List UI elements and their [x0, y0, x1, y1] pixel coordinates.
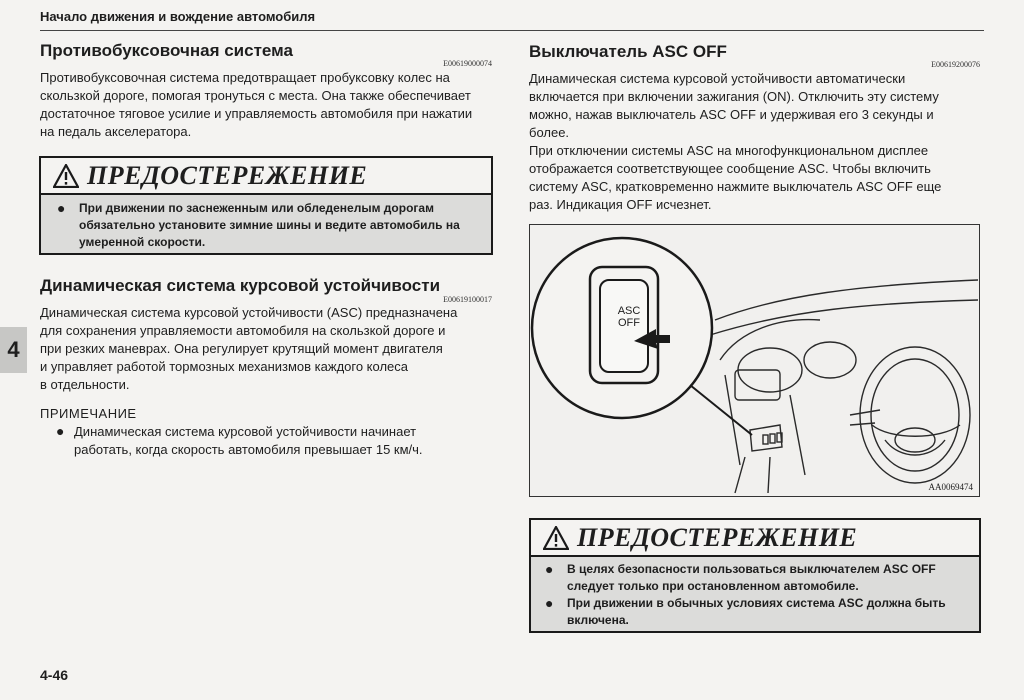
- note-body: [56, 423, 486, 459]
- text-line: систему ASC, кратковременно нажмите выключатель ASC OFF еще: [529, 179, 942, 194]
- figure-asc-off-location: [529, 224, 980, 497]
- text-line: в отдельности.: [40, 377, 130, 392]
- dashboard-illustration: [530, 225, 978, 495]
- text-line: Противобуксовочная система предотвращает пробуксовку колес на: [40, 70, 450, 85]
- warning-title: ПРЕДОСТЕРЕЖЕНИЕ: [577, 522, 858, 552]
- warning-triangle-icon: [53, 164, 79, 188]
- header-rule: [40, 30, 984, 31]
- warning-box-winter: [39, 156, 493, 255]
- section-code: E00619100017: [443, 295, 492, 304]
- bullet-icon: ●: [57, 200, 66, 216]
- warning-body: [41, 195, 491, 253]
- section-title-traction-control: Противобуксовочная система: [40, 41, 293, 60]
- chapter-tab: 4: [0, 327, 27, 373]
- bullet-icon: ●: [545, 561, 554, 577]
- bullet-icon: ●: [545, 595, 554, 611]
- text-line: обязательно установите зимние шины и ведите автомобиль на: [79, 218, 460, 232]
- text-line: умеренной скорости.: [79, 235, 206, 249]
- text-line: Динамическая система курсовой устойчивости начинает: [74, 424, 417, 439]
- asc-off-button-label: [615, 305, 643, 329]
- text-line: При отключении системы ASC на многофункциональном дисплее: [529, 143, 929, 158]
- button-label-line: OFF: [618, 317, 640, 329]
- section-code: E00619200076: [931, 60, 980, 69]
- text-line: включена.: [567, 613, 629, 627]
- text-line: для сохранения управляемости автомобиля на скользкой дороге и: [40, 323, 446, 338]
- text-line: раз. Индикация OFF исчезнет.: [529, 197, 712, 212]
- callout-leader-line: [690, 385, 752, 435]
- warning-body: [531, 557, 979, 631]
- warning-header: [531, 520, 979, 557]
- warning-item: [57, 200, 483, 251]
- text-line: При движении по заснеженным или обледенелым дорогам: [79, 201, 434, 215]
- text-line: При движении в обычных условиях система ASC должна быть: [567, 596, 946, 610]
- text-line: следует только при остановленном автомобиле.: [567, 579, 859, 593]
- text-line: скользкой дороге, помогая тронуться с места. Она также обеспечивает: [40, 88, 471, 103]
- bullet-icon: ●: [56, 423, 65, 439]
- section-code: E00619000074: [443, 59, 492, 68]
- text-line: работать, когда скорость автомобиля превышает 15 км/ч.: [74, 442, 423, 457]
- running-header: Начало движения и вождение автомобиля: [40, 9, 316, 24]
- section-title-asc-off-switch: Выключатель ASC OFF: [529, 42, 727, 61]
- dashboard-drawing: [710, 280, 978, 493]
- text-line: более.: [529, 125, 570, 140]
- page-number: 4-46: [40, 667, 69, 683]
- section-body-asc: [40, 304, 500, 394]
- section-title-asc: Динамическая система курсовой устойчивости: [40, 276, 441, 295]
- warning-triangle-icon: [543, 526, 569, 550]
- text-line: при резких маневрах. Она регулирует крутящий момент двигателя: [40, 341, 443, 356]
- text-line: отображается соответствующее сообщение ASC. Чтобы включить: [529, 161, 931, 176]
- text-line: включается при включении зажигания (ON). Отключить эту систему: [529, 89, 939, 104]
- text-line: на педаль акселератора.: [40, 124, 192, 139]
- warning-box-asc-off: [529, 518, 981, 633]
- warning-title: ПРЕДОСТЕРЕЖЕНИЕ: [87, 160, 368, 190]
- text-line: В целях безопасности пользоваться выключателем ASC OFF: [567, 562, 936, 576]
- text-line: Динамическая система курсовой устойчивости автоматически: [529, 71, 906, 86]
- warning-item: [545, 595, 971, 629]
- warning-header: [41, 158, 491, 195]
- figure-caption: AA0069474: [928, 482, 973, 492]
- warning-item: [545, 561, 971, 595]
- section-body-asc-off: [529, 70, 989, 214]
- note-label: ПРИМЕЧАНИЕ: [40, 406, 137, 421]
- text-line: достаточное тяговое усилие и управляемость автомобиля при нажатии: [40, 106, 473, 121]
- text-line: и управляет работой тормозных механизмов каждого колеса: [40, 359, 409, 374]
- section-body-traction-control: [40, 69, 500, 141]
- text-line: Динамическая система курсовой устойчивости (ASC) предназначена: [40, 305, 458, 320]
- button-label-line: ASC: [617, 305, 641, 317]
- text-line: можно, нажав выключатель ASC OFF и удерживая его 3 секунды и: [529, 107, 934, 122]
- note-item: [56, 423, 486, 459]
